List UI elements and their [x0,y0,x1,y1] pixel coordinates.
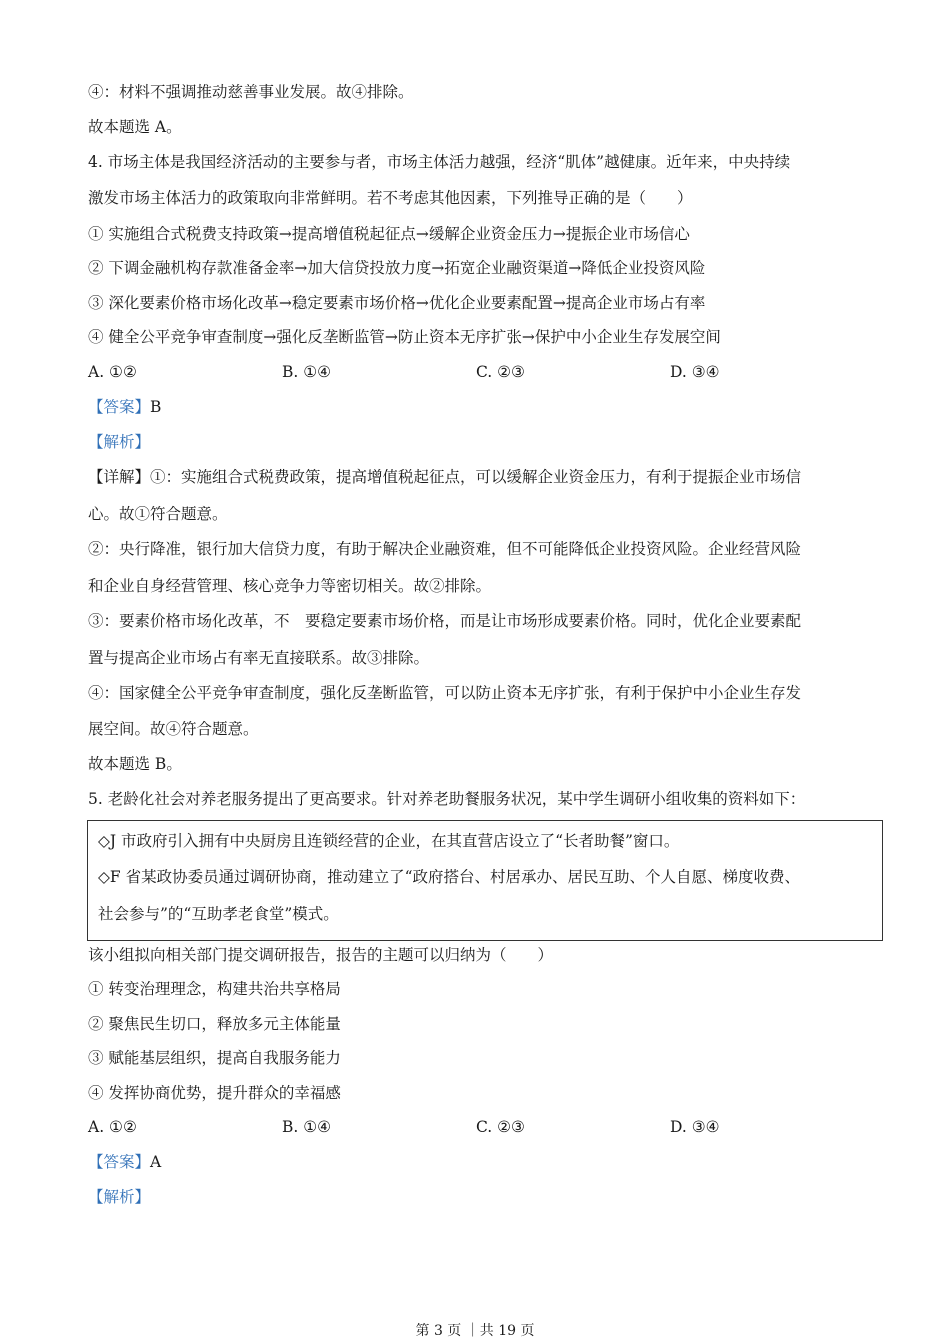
q5-answer [88,1151,161,1173]
q4-option-a: A. ①② [88,363,137,381]
material-item-1: ◇J 市政府引入拥有中央厨房且连锁经营的企业，在其直营店设立了“长者助餐”窗口。 [98,832,680,850]
q4-detail-p2-line2: 和企业自身经营管理、核心竞争力等密切相关。故②排除。 [88,577,492,595]
q4-option-b: B. ①④ [282,363,332,381]
q4-detail-p1-line1 [88,466,801,488]
q5-option-b: B. ①④ [282,1118,332,1136]
page-footer: 第 3 页 ｜共 19 页 [415,1323,535,1339]
q4-option-d: D. ③④ [670,363,720,381]
material-item-2-line2: 社会参与”的“互助孝老食堂”模式。 [98,905,339,923]
q4-stem-line-2: 激发市场主体活力的政策取向非常鲜明。若不考虑其他因素，下列推导正确的是（ ） [88,189,693,207]
q4-detail-p1-line2: 心。故①符合题意。 [88,505,228,523]
q5-analysis-heading [88,1186,150,1208]
q4-item-4: ④ 健全公平竞争审查制度→强化反垄断监管→防止资本无序扩张→保护中小企业生存发展空间 [88,328,721,346]
q5-item-3: ③ 赋能基层组织，提高自我服务能力 [88,1049,341,1067]
q5-item-4: ④ 发挥协商优势，提升群众的幸福感 [88,1084,341,1102]
q4-detail-p4-line2: 展空间。故④符合题意。 [88,720,259,738]
detail-text: ①：实施组合式税费政策，提高增值税起征点，可以缓解企业资金压力，有利于提振企业市场信 [150,468,802,486]
q4-item-3: ③ 深化要素价格市场化改革→稳定要素市场价格→优化企业要素配置→提高企业市场占有率 [88,294,706,312]
q4-detail-p4-line1: ④：国家健全公平竞争审查制度，强化反垄断监管，可以防止资本无序扩张，有利于保护中小企业生存发 [88,684,802,702]
answer-tag: 【答案】 [88,1153,151,1171]
answer-value: A [150,1153,162,1171]
detail-tag: 【详解】 [88,468,151,486]
q4-detail-p2-line1: ②：央行降准，银行加大信贷力度，有助于解决企业融资难，但不可能降低企业投资风险。企业经营风险 [88,540,802,558]
q5-item-2: ② 聚焦民生切口，释放多元主体能量 [88,1015,341,1033]
answer-tag: 【答案】 [88,398,151,416]
q4-detail-p3-line2: 置与提高企业市场占有率无直接联系。故③排除。 [88,649,430,667]
q5-option-d: D. ③④ [670,1118,720,1136]
q4-stem-line-1: 4. 市场主体是我国经济活动的主要参与者，市场主体活力越强，经济“肌体”越健康。近年来，中央持续 [88,153,791,171]
q4-analysis-heading [88,431,150,453]
q5-question: 该小组拟向相关部门提交调研报告，报告的主题可以归纳为（ ） [88,946,554,964]
q4-conclusion: 故本题选 B。 [88,755,182,773]
q4-answer [88,396,161,418]
q4-detail-p3-line1: ③：要素价格市场化改革，不 要稳定要素市场价格，而是让市场形成要素价格。同时，优化企业要素配 [88,612,802,630]
q4-item-2: ② 下调金融机构存款准备金率→加大信贷投放力度→拓宽企业融资渠道→降低企业投资风险 [88,259,706,277]
answer-value: B [150,398,162,416]
analysis-tag: 【解析】 [88,433,151,451]
q5-option-c: C. ②③ [476,1118,525,1136]
conclusion-line: 故本题选 A。 [88,118,182,136]
q5-option-a: A. ①② [88,1118,137,1136]
analysis-tag: 【解析】 [88,1188,151,1206]
analysis-line-4: ④：材料不强调推动慈善事业发展。故④排除。 [88,83,414,101]
q5-stem: 5. 老龄化社会对养老服务提出了更高要求。针对养老助餐服务状况，某中学生调研小组收集的资料如下： [88,790,806,808]
q4-item-1: ① 实施组合式税费支持政策→提高增值税起征点→缓解企业资金压力→提振企业市场信心 [88,225,690,243]
q5-item-1: ① 转变治理理念，构建共治共享格局 [88,980,341,998]
material-item-2-line1: ◇F 省某政协委员通过调研协商，推动建立了“政府搭台、村居承办、居民互助、个人自愿、梯度收费、 [98,868,801,886]
q4-option-c: C. ②③ [476,363,525,381]
